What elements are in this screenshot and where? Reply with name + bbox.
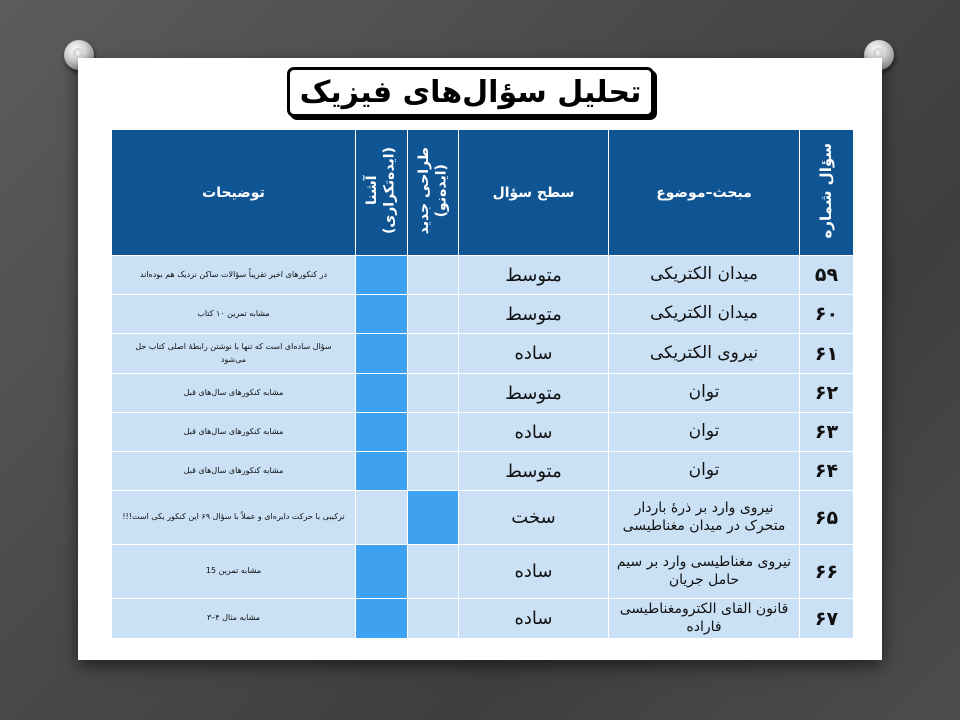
familiar-mark-cell [356, 599, 408, 639]
question-number-cell: ۶۴ [800, 452, 854, 491]
topic-cell: توان [609, 413, 800, 452]
question-number-cell: ۶۲ [800, 374, 854, 413]
level-cell: متوسط [459, 452, 609, 491]
question-number-cell: ۶۱ [800, 334, 854, 374]
level-cell: ساده [459, 413, 609, 452]
familiar-mark-cell [356, 295, 408, 334]
page-title: تحلیل سؤال‌های فیزیک [299, 74, 642, 110]
notes-cell: مشابه مثال ۴–۳ [112, 599, 356, 639]
level-cell: متوسط [459, 256, 609, 295]
notes-cell: در کنکورهای اخیر تقریباً سؤالات ساکن نزدیک هم بوده‌اند [112, 256, 356, 295]
topic-cell: میدان الکتریکی [609, 295, 800, 334]
new-design-mark-cell [408, 334, 459, 374]
header-topic: مبحث–موضوع [609, 130, 800, 256]
level-cell: ساده [459, 599, 609, 639]
new-design-mark-cell [408, 295, 459, 334]
topic-cell: نیروی الکتریکی [609, 334, 800, 374]
table-header-row [112, 130, 854, 256]
level-cell: متوسط [459, 374, 609, 413]
level-cell: سخت [459, 491, 609, 545]
new-design-mark-cell [408, 452, 459, 491]
familiar-mark-cell [356, 256, 408, 295]
topic-cell: توان [609, 452, 800, 491]
question-number-cell: ۶۵ [800, 491, 854, 545]
level-cell: متوسط [459, 295, 609, 334]
table-row [112, 256, 854, 295]
level-cell: ساده [459, 334, 609, 374]
table-row [112, 545, 854, 599]
question-number-cell: ۵۹ [800, 256, 854, 295]
familiar-mark-cell [356, 334, 408, 374]
notes-cell: مشابه کنکورهای سال‌های قبل [112, 413, 356, 452]
table-row [112, 599, 854, 639]
notes-cell: سؤال ساده‌ای است که تنها با نوشتن رابطهٔ اصلی کتاب حل می‌شود [112, 334, 356, 374]
familiar-mark-cell [356, 374, 408, 413]
topic-cell: قانون القای الکترومغناطیسی فاراده [609, 599, 800, 639]
notes-cell: مشابه تمرین 15 [112, 545, 356, 599]
header-notes: توضیحات [112, 130, 356, 256]
familiar-mark-cell [356, 452, 408, 491]
question-number-cell: ۶۶ [800, 545, 854, 599]
analysis-table [111, 129, 854, 639]
table-row [112, 413, 854, 452]
topic-cell: میدان الکتریکی [609, 256, 800, 295]
table-row [112, 374, 854, 413]
notes-cell: مشابه کنکورهای سال‌های قبل [112, 374, 356, 413]
familiar-mark-cell [356, 413, 408, 452]
new-design-mark-cell [408, 545, 459, 599]
topic-cell: توان [609, 374, 800, 413]
notes-cell: مشابه تمرین ۱۰ کتاب [112, 295, 356, 334]
table-row [112, 295, 854, 334]
familiar-mark-cell [356, 545, 408, 599]
new-design-mark-cell [408, 413, 459, 452]
table-row [112, 334, 854, 374]
title-box [287, 67, 654, 117]
topic-cell: نیروی وارد بر ذرهٔ باردار متحرک در میدان مغناطیسی [609, 491, 800, 545]
header-new-design: طراحی جدید (ایده‌نو) [408, 130, 459, 256]
header-level: سطح سؤال [459, 130, 609, 256]
level-cell: ساده [459, 545, 609, 599]
familiar-mark-cell [356, 491, 408, 545]
topic-cell: نیروی مغناطیسی وارد بر سیم حامل جریان [609, 545, 800, 599]
new-design-mark-cell [408, 374, 459, 413]
question-number-cell: ۶۷ [800, 599, 854, 639]
new-design-mark-cell [408, 599, 459, 639]
header-familiar: آشنا (ایده‌تکراری) [356, 130, 408, 256]
question-number-cell: ۶۳ [800, 413, 854, 452]
new-design-mark-cell [408, 256, 459, 295]
new-design-mark-cell [408, 491, 459, 545]
table-row [112, 452, 854, 491]
header-number: سؤال شماره [800, 130, 854, 256]
table-row [112, 491, 854, 545]
notes-cell: مشابه کنکورهای سال‌های قبل [112, 452, 356, 491]
notes-cell: ترکیبی با حرکت دایره‌ای و عملاً با سؤال ۶۹ این کنکور یکی است!!! [112, 491, 356, 545]
question-number-cell: ۶۰ [800, 295, 854, 334]
